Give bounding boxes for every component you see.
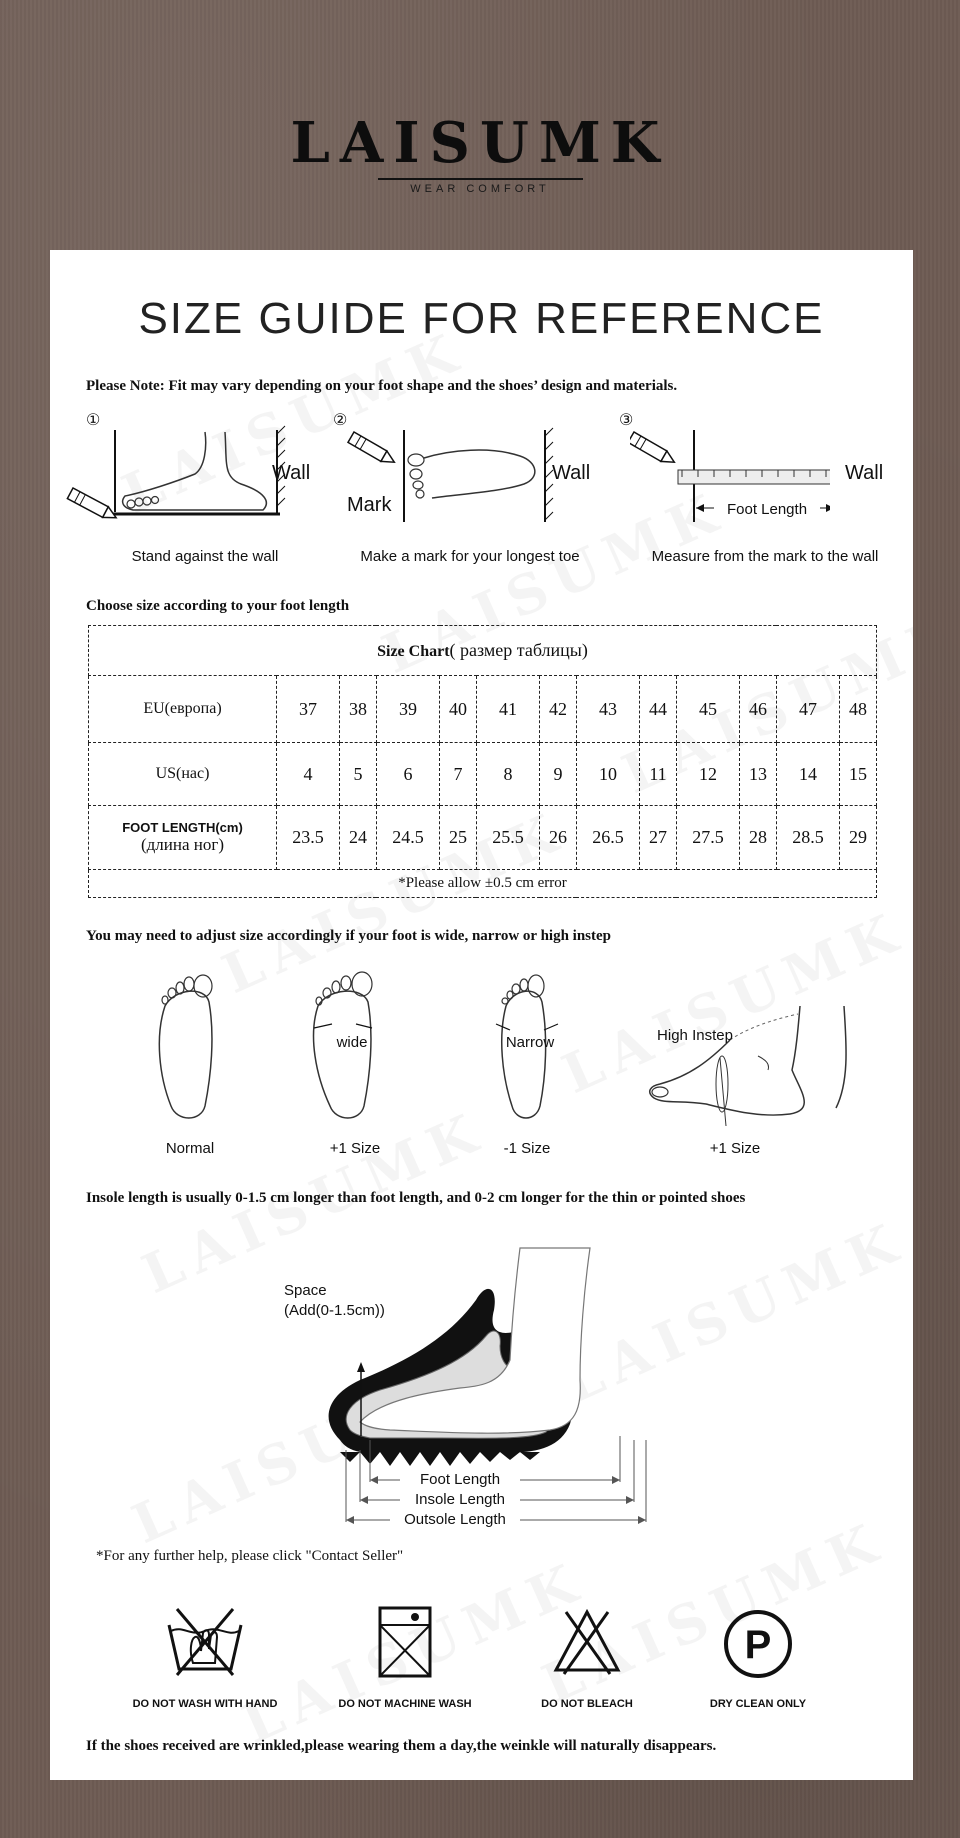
table-row-us [89,743,877,806]
table-cell: 15 [840,743,877,806]
table-cell: 28 [740,806,777,870]
table-cell: 6 [376,743,439,806]
table-cell: 27 [640,806,677,870]
table-cell: 12 [676,743,739,806]
size-guide-card [50,250,913,1780]
table-cell: 7 [440,743,477,806]
step-2-wall-label: Wall [552,462,591,484]
table-cell: 25.5 [476,806,539,870]
table-cell: 48 [840,676,877,743]
table-cell: 26 [540,806,577,870]
care-label: DO NOT BLEACH [541,1698,633,1710]
step-1-wall-label: Wall [272,462,311,484]
step-3-wall-label: Wall [845,462,884,484]
dry-clean-icon [722,1608,794,1680]
table-cell: 40 [440,676,477,743]
size-chart-footnote: *Please allow ±0.5 cm error [89,870,877,898]
table-cell: 13 [740,743,777,806]
table-cell: 10 [576,743,639,806]
table-cell: 8 [476,743,539,806]
contact-seller-note: *For any further help, please click "Contact Seller" [96,1548,404,1564]
table-cell: 14 [776,743,839,806]
table-cell: 9 [540,743,577,806]
machine-wash-crossed-icon [377,1605,433,1679]
foot-length-label: Foot Length [400,1471,520,1488]
foot-narrow-inner-label: Narrow [505,1034,555,1051]
high-instep-foot-illustration [630,1000,870,1130]
brand-divider [378,178,583,180]
table-cell: 47 [776,676,839,743]
table-cell: 38 [340,676,377,743]
care-label: DO NOT WASH WITH HAND [132,1698,278,1710]
table-cell: 11 [640,743,677,806]
table-cell: 41 [476,676,539,743]
step-2-caption: Make a mark for your longest toe [360,548,580,565]
table-cell: 24 [340,806,377,870]
outsole-length-label: Outsole Length [390,1511,520,1528]
insole-length-label: Insole Length [400,1491,520,1508]
table-cell: 29 [840,806,877,870]
space-add-label: (Add(0-1.5cm)) [284,1302,385,1319]
dry-clean-glyph: P [744,1623,772,1667]
foot-high-instep-label: +1 Size [709,1140,761,1157]
table-cell: 5 [340,743,377,806]
table-cell: 42 [540,676,577,743]
wrinkle-note: If the shoes received are wrinkled,please wearing them a day,the weinkle will naturally disappears. [86,1738,717,1754]
step-3-length-label: Foot Length [714,501,820,518]
care-label: DO NOT MACHINE WASH [338,1698,472,1710]
foot-normal-label: Normal [165,1140,215,1157]
step-2-mark-label: Mark [347,494,392,516]
step-3-number: ③ [619,412,634,429]
page-title: SIZE GUIDE FOR REFERENCE [138,294,825,343]
fit-note: Please Note: Fit may vary depending on your foot shape and the shoes’ design and materials. [86,378,678,394]
foot-wide-label: +1 Size [329,1140,381,1157]
table-cell: 27.5 [676,806,739,870]
foot-narrow-label: -1 Size [503,1140,551,1157]
table-cell: 25 [440,806,477,870]
step-1-number: ① [86,412,101,429]
table-row-eu [89,676,877,743]
size-chart-title: Size Chart( размер таблицы) [89,626,877,676]
table-cell: 24.5 [376,806,439,870]
row-label-foot-length: FOOT LENGTH(cm) (длина ног) [89,806,277,870]
size-chart-table [88,625,877,898]
row-label-us: US(нас) [89,743,277,806]
table-cell: 45 [676,676,739,743]
table-cell: 37 [277,676,340,743]
table-cell: 44 [640,676,677,743]
table-cell: 46 [740,676,777,743]
hand-wash-crossed-icon [165,1605,245,1679]
brand-tagline: WEAR COMFORT [410,183,550,195]
table-cell: 26.5 [576,806,639,870]
foot-high-instep-inner-label: High Instep [657,1027,733,1044]
care-label: DRY CLEAN ONLY [709,1698,807,1710]
bleach-crossed-icon [552,1608,622,1676]
table-row-foot-length [89,806,877,870]
chart-heading: Choose size according to your foot length [86,598,350,614]
normal-foot-illustration [145,966,235,1126]
row-label-eu: EU(европа) [89,676,277,743]
table-cell: 43 [576,676,639,743]
step-2-number: ② [333,412,348,429]
step-1-caption: Stand against the wall [131,548,279,565]
table-cell: 39 [376,676,439,743]
width-heading: You may need to adjust size accordingly if your foot is wide, narrow or high instep [86,928,612,944]
table-cell: 28.5 [776,806,839,870]
brand-name: LAISUMK [290,110,670,176]
insole-heading: Insole length is usually 0-1.5 cm longer than foot length, and 0-2 cm longer for the thin or pointed shoes [86,1190,746,1206]
space-label: Space [284,1282,327,1299]
foot-wide-inner-label: wide [336,1034,368,1051]
table-cell: 23.5 [277,806,340,870]
brand-logo [0,110,960,195]
step-3-caption: Measure from the mark to the wall [651,548,879,565]
table-cell: 4 [277,743,340,806]
